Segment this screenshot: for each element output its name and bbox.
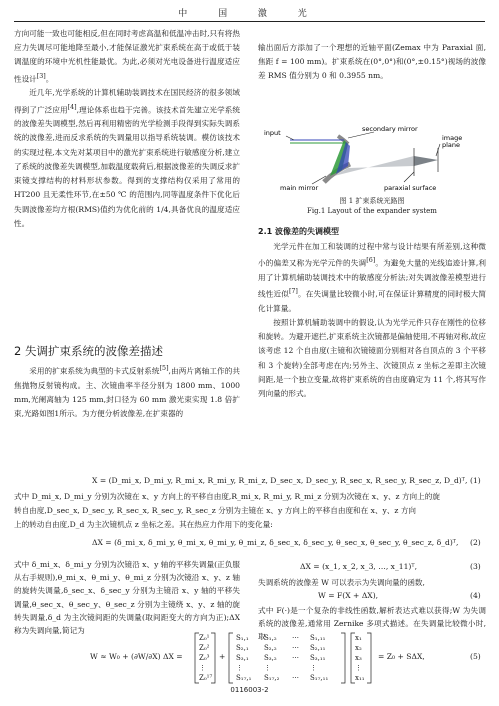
text-wavefront-function: 失调系统的波像差 W 可以表示为失调向量的函数, xyxy=(258,578,425,587)
figure-caption-en: Fig.1 Layout of the expander system xyxy=(307,207,437,215)
paragraph-continuation: 方向可能一致也可能相反,但在同时考虑高温和低温冲击时,只有将热应力失调尽可能地降至最小,才能保证激光扩束系统在高于或低于装调温度的环境中光机性能最优。为此,必须对光电设备进行温度适应性设计[3]。 xyxy=(14,29,240,84)
z-entry: Z₀¹ xyxy=(199,634,210,642)
z-entry: Z₀¹⁷ xyxy=(199,674,213,682)
matrix-cell: S₁₇,₁ xyxy=(236,674,252,682)
matrix-cell xyxy=(292,663,310,673)
label-input: input xyxy=(264,129,281,137)
full-width-text xyxy=(14,490,486,533)
paragraph-paraxial: 输出面后方添加了一个理想的近轴平面(Zemax 中为 Paraxial 面,焦距 f = 100 mm)。扩束系统在(0°,0°)和(0°,±0.15°)视场的波像差 RMS 值分别为 0 和 0.3955 nm。 xyxy=(258,43,486,81)
label-image-plane-2: plane xyxy=(442,141,461,149)
subsection-heading: 2.1 波像差的失调模型 xyxy=(258,227,339,236)
equation-4: W = F(X + ΔX), xyxy=(318,591,379,600)
matrix-cell: ⋯ xyxy=(292,644,299,652)
matrix-cell: ⋯ xyxy=(292,634,299,642)
equation-5-number: (5) xyxy=(470,652,481,661)
matrix-cell: S₁,₁ xyxy=(236,634,249,642)
matrix-cell: ⋮ xyxy=(310,664,317,672)
matrix-cell: S₁₇,₂ xyxy=(264,674,280,682)
section-heading: 2 失调扩束系统的波像差描述 xyxy=(14,344,163,358)
z-entry: ⋮ xyxy=(199,664,206,672)
text-zernike: 式中 F(·)是一个复杂的非线性函数,解析表达式难以获得;W 为失调系统的波像差,通常用 Zernike 多项式描述。在失调量比较微小时,取 xyxy=(258,606,486,642)
z-entry: Z₀² xyxy=(199,644,210,652)
matrix-cell: S₃,₁ xyxy=(236,654,249,662)
figure-expander-layout xyxy=(264,126,479,192)
matrix-cell: S₁,₁₁ xyxy=(310,634,326,642)
matrix-cell: ⋮ xyxy=(236,664,243,672)
lower-left-text xyxy=(14,558,240,637)
x-vector xyxy=(355,633,369,683)
matrix-cell: S₃,₁₁ xyxy=(310,654,326,662)
focus-cone xyxy=(414,156,438,166)
equation-4-number: (4) xyxy=(470,591,481,600)
header-rule xyxy=(14,21,485,22)
label-main-mirror: main mirror xyxy=(280,184,319,192)
text-line-3: 上的转动自由度,D_d 为主次镜机点 z 坐标之差。其在热应力作用下的变化量: xyxy=(14,520,273,530)
equation-1: X = (D_mi_x, D_mi_y, R_mi_x, R_mi_y, R_mi_z, D_sec_x, D_sec_y, R_sec_x, R_sec_y, R_sec_z, D_d)ᵀ, xyxy=(92,476,468,485)
matrix-cell: S₁₇,₁₁ xyxy=(310,674,329,682)
matrix-cell: ⋯ xyxy=(292,674,299,682)
plus-sign: + xyxy=(219,652,226,661)
left-column-top xyxy=(14,27,240,231)
matrix-row xyxy=(236,663,342,673)
z-entry: Z₀³ xyxy=(199,654,210,662)
z-vector xyxy=(199,633,213,683)
x-entry: ⋮ xyxy=(355,664,362,672)
matrix-row xyxy=(236,643,342,653)
x-entry: x₃ xyxy=(355,654,362,662)
right-column-top xyxy=(258,41,486,84)
figure-caption-cn: 图 1 扩束系统光路图 xyxy=(339,197,405,205)
matrix-cell: S₂,₁ xyxy=(236,644,249,652)
matrix-row xyxy=(236,633,342,643)
right-column-middle xyxy=(258,240,486,401)
paragraph-degrees-of-freedom: 按照计算机辅助装调中的假设,认为光学元件只存在刚性的位移和旋转。为避开遮拦,扩束系统主次镜都是偏轴使用,不再轴对称,故应该考虑 12 个自由度(主镜和次镜镜面分别相对各自顶点的 3 个平移和 3 个旋转)全部考虑在内;另外主、次镜顶点 z 坐标之差即主次镜间距,是一个独立变量,故将扩束系统的自由度确定为 11 个,将其写作列向量的形式。 xyxy=(258,318,486,399)
paragraph-sensitivity: 光学元件在加工和装调的过程中常与设计结果有所差别,这种微小的偏差又称为光学元件的失调[6]。为避免大量的光线追迹计算,利用了计算机辅助装调技术中的敏感度分析法;对失调波像差模型进行线性近似[7]。在失调量比较微小时,可在保证计算精度的同时极大简化计算量。 xyxy=(258,242,487,313)
equation-2: ΔX = (δ_mi_x, δ_mi_y, θ_mi_x, θ_mi_y, θ_mi_z, δ_sec_x, δ_sec_y, θ_sec_x, θ_sec_y, θ_sec_z, δ_d)ᵀ, xyxy=(92,538,459,547)
label-paraxial-surface: paraxial surface xyxy=(384,184,437,192)
equation-2-number: (2) xyxy=(470,538,481,547)
equation-1-number: (1) xyxy=(470,476,481,485)
paragraph-system: 采用的扩束系统为典型的卡式反射系统[5],由两片离轴工作的共焦抛物反射镜构成。主、次镜曲率半径分别为 1800 mm、1000 mm,光阑离轴为 125 mm,封口径为 60 mm 激光束实现 1.8 倍扩束,光路如图1所示。为方便分析波像差,在扩束器的 xyxy=(14,365,240,419)
text-line-1: 式中 D_mi_x, D_mi_y 分别为次镜在 x、y 方向上的平移自由度,R_mi_x, R_mi_y, R_mi_z 分别为次镜在 x、y、z 方向上的旋 xyxy=(14,492,440,501)
left-column-bottom xyxy=(14,362,240,421)
matrix-cell: S₃,₂ xyxy=(264,654,277,662)
x-entry: x₁ xyxy=(355,634,362,642)
matrix-cell: S₁,₂ xyxy=(264,634,277,642)
label-secondary-mirror: secondary mirror xyxy=(362,126,418,133)
s-matrix xyxy=(236,633,342,683)
matrix-cell: S₂,₁₁ xyxy=(310,644,326,652)
paragraph-misalignment: 式中 δ_mi_x、δ_mi_y 分别为次镜沿 x、y 轴的平移失调量(正负服从右手规则),θ_mi_x、θ_mi_y、θ_mi_z 分别为次镜沿 x、y、z 轴的旋转失调量,δ_sec_x、δ_sec_y 分别为主镜沿 x、y 轴的平移失调量,θ_sec_x、θ_sec_y、θ_sec_z 分别为主镜绕 x、y、z 轴的旋转失调量,δ_d 为主次镜间距的失调量(取间距变大的方向为正);ΔX 称为失调向量,简记为 xyxy=(14,560,240,636)
journal-header: 中 国 激 光 xyxy=(178,9,321,19)
matrix-row xyxy=(236,673,342,683)
matrix-cell: ⋯ xyxy=(292,654,299,662)
label-image-plane-1: image xyxy=(442,134,463,142)
text-line-2: 转自由度,D_sec_x, D_sec_y, R_sec_x, R_sec_y, R_sec_z 分别为主镜在 x、y 方向上的平移自由度和在 x、y、z 方向 xyxy=(14,506,417,516)
matrix-cell: ⋮ xyxy=(264,664,271,672)
equation-3-number: (3) xyxy=(470,562,481,571)
equation-5-rhs: = Z₀ + SΔX, xyxy=(378,652,425,661)
matrix-row xyxy=(236,653,342,663)
x-entry: x₁₁ xyxy=(355,674,365,682)
x-entry: x₂ xyxy=(355,644,362,652)
paragraph-intro: 近几年,光学系统的计算机辅助装调技术在国民经济的很多领域得到了广泛应用[4],理论体系也趋于完善。该技术首先建立光学系统的波像差失调模型,然后再利用精密的光学检测手段得到实际失调系统的波像差,进而反求系统的失调量用以指导系统装调。模仿该技术的实现过程,本文先对某项目中的激光扩束系统进行敏感度分析,建立了系统的波像差失调模型,加载温度载荷后,根据波像差的失调反求扩束镜支撑结构的材料形状参数。得到的支撑结构仅采用了常用的 HT200 且无柔性环节,在±50 ℃ 的范围内,同等温度条件下优化后失调波像差均方根(RMS)值约为优化前的 1/4,具备优良的温度适应性。 xyxy=(14,88,240,228)
matrix-cell: S₂,₂ xyxy=(264,644,277,652)
equation-3: ΔX = (x_1, x_2, x_3, …, x_11)ᵀ, xyxy=(300,562,417,571)
equation-5-lhs: W ≈ W₀ + (∂W/∂X) ΔX = xyxy=(90,652,183,661)
page-number: 0116003-2 xyxy=(230,686,269,694)
